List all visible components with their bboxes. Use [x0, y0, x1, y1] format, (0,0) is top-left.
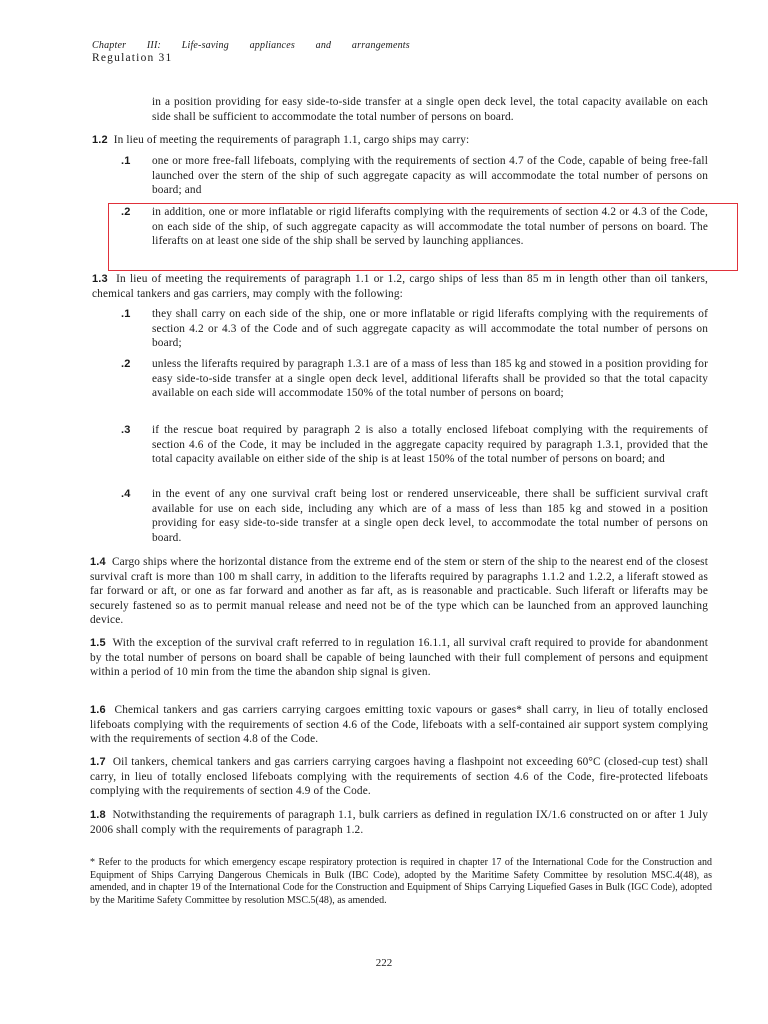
subparagraph-text: one or more free-fall lifeboats, complying with the requirements of section 4.7 of the Code, capable of being free-fall launched over the stern of the ship of such aggregate capacity as will accommodate the total number of persons on board; and: [152, 155, 708, 197]
paragraph-number: 1.4: [90, 556, 106, 568]
paragraph-1-7: [90, 755, 708, 799]
paragraph-text: Oil tankers, chemical tankers and gas carriers carrying cargoes having a flashpoint not exceeding 60°C (closed-cup test) shall carry, in lieu of totally enclosed lifeboats complying with the requirements of section 4.6 of the Code, fire-protected lifeboats complying with the requirements of section 4.9 of the Code.: [90, 756, 709, 798]
subparagraph-text: in the event of any one survival craft being lost or rendered unserviceable, there shall be sufficient survival craft available for use on each side, including any which are of a mass of less than 185 kg and stowed in a position providing for easy side-to-side transfer at a single open deck level, to accommodate the total number of persons on board.: [152, 488, 708, 544]
subparagraph-1-3-3: [121, 423, 708, 467]
subparagraph-text: in addition, one or more inflatable or rigid liferafts complying with the requirements of section 4.2 or 4.3 of the Code, on each side of the ship, of such aggregate capacity as will accommodate the total number of persons on board. The liferafts on at least one side of the ship shall be served by launching appliances.: [152, 206, 708, 248]
paragraph-number: 1.2: [92, 134, 108, 146]
paragraph-number: 1.8: [90, 809, 106, 821]
running-header-chapter: Chapter III: Life-saving appliances and arrangements: [92, 40, 410, 51]
subparagraph-text: they shall carry on each side of the ship, one or more inflatable or rigid liferafts complying with the requirements of section 4.2 or 4.3 of the Code and of such aggregate capacity as will accommodate the total number of persons on board;: [152, 308, 708, 350]
subparagraph-number: .3: [121, 424, 131, 436]
paragraph-1-6: [90, 703, 708, 747]
running-header-regulation: Regulation 31: [92, 52, 173, 64]
subparagraph-number: .4: [121, 488, 131, 500]
continued-paragraph: in a position providing for easy side-to-side transfer at a single open deck level, the total capacity available on each side shall be sufficient to accommodate the total number of persons on board.: [152, 96, 708, 123]
paragraph-text: In lieu of meeting the requirements of paragraph 1.1, cargo ships may carry:: [113, 134, 470, 146]
paragraph-text: With the exception of the survival craft referred to in regulation 16.1.1, all survival craft required to provide for abandonment by the total number of persons on board shall be capable of being launched with their full complement of persons and equipment within a period of 10 min from the time the abandon ship signal is given.: [90, 637, 708, 679]
paragraph-text: Chemical tankers and gas carriers carrying cargoes emitting toxic vapours or gases* shall carry, in lieu of totally enclosed lifeboats complying with the requirements of section 4.6 of the Code, lifeboats with a self-contained air support system complying with the requirements of section 4.8 of the Code.: [90, 704, 708, 746]
footnote: * Refer to the products for which emergency escape respiratory protection is required in chapter 17 of the International Code for the Construction and Equipment of Ships Carrying Dangerous Chemicals in Bulk (IBC Code), adopted by the Maritime Safety Committee by resolution MSC.4(48), as amended, and in chapter 19 of the International Code for the Construction and Equipment of Ships Carrying Liquefied Gases in Bulk (IGC Code), adopted by the Maritime Safety Committee by resolution MSC.5(48), as amended.: [90, 857, 712, 906]
subparagraph-number: .1: [121, 155, 131, 167]
page-number: 222: [375, 957, 393, 969]
paragraph-text: In lieu of meeting the requirements of paragraph 1.1 or 1.2, cargo ships of less than 85 m in length other than oil tankers, chemical tankers and gas carriers, may comply with the following:: [92, 273, 708, 300]
subparagraph-number: .2: [121, 358, 131, 370]
subparagraph-text: unless the liferafts required by paragraph 1.3.1 are of a mass of less than 185 kg and stowed in a position providing for easy side-to-side transfer at a single open deck level, additional liferafts shall be provided so that the total capacity available on each side will accommodate 150% of the total number of persons on board;: [152, 358, 708, 400]
subparagraph-number: .1: [121, 308, 131, 320]
paragraph-1-2: [92, 133, 708, 148]
paragraph-number: 1.3: [92, 273, 108, 285]
subparagraph-1-2-1: [121, 154, 708, 198]
subparagraph-1-3-4: [121, 487, 708, 545]
subparagraph-1-3-2: [121, 357, 708, 401]
paragraph-number: 1.7: [90, 756, 106, 768]
paragraph-number: 1.6: [90, 704, 106, 716]
paragraph-text: Notwithstanding the requirements of paragraph 1.1, bulk carriers as defined in regulation IX/1.6 constructed on or after 1 July 2006 shall comply with the requirements of paragraph 1.2.: [90, 809, 708, 836]
subparagraph-text: if the rescue boat required by paragraph 2 is also a totally enclosed lifeboat complying with the requirements of section 4.6 of the Code, it may be included in the aggregate capacity required by paragraph 1.3.1, provided that the total capacity available on either side of the ship is at least 150% of the total number of persons on board; and: [152, 424, 708, 466]
subparagraph-number: .2: [121, 206, 131, 218]
paragraph-number: 1.5: [90, 637, 106, 649]
paragraph-text: Cargo ships where the horizontal distance from the extreme end of the stem or stern of the ship to the nearest end of the closest survival craft is more than 100 m shall carry, in addition to the liferafts required by paragraphs 1.1.2 and 1.2.2, a liferaft stowed as far forward or aft, or one as far forward and another as far aft, as is reasonable and practicable. Such liferaft or liferafts may be securely fastened so as to permit manual release and need not be of the type which can be launched from an approved launching device.: [90, 556, 708, 627]
paragraph-1-4: [90, 555, 708, 628]
subparagraph-1-2-2: [121, 205, 708, 249]
paragraph-1-8: [90, 808, 708, 837]
paragraph-1-3: [92, 272, 708, 301]
paragraph-1-5: [90, 636, 708, 680]
subparagraph-1-3-1: [121, 307, 708, 351]
